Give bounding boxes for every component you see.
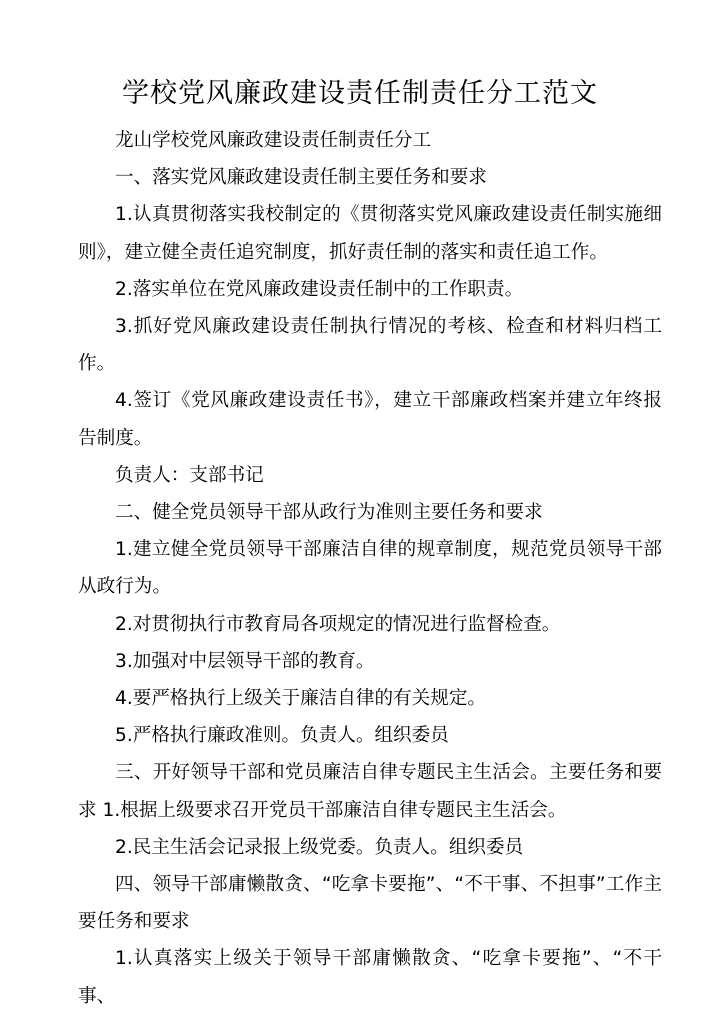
paragraph-section-1-item-4: 4.签订《党风廉政建设责任书》，建立干部廉政档案并建立年终报告制度。: [78, 390, 662, 449]
paragraph-section-1-item-2: 2.落实单位在党风廉政建设责任制中的工作职责。: [115, 278, 524, 300]
paragraph-section-4-heading: 四、领导干部庸懒散贪、“吃拿卡要拖”、“不干事、不担事”工作主要任务和要求: [78, 874, 662, 933]
paragraph-section-2-item-1: 1.建立健全党员领导干部廉洁自律的规章制度，规范党员领导干部从政行为。: [78, 539, 662, 598]
paragraph-section-2-heading: 二、健全党员领导干部从政行为准则主要任务和要求: [115, 502, 543, 524]
paragraph-section-2-item-4: 4.要严格执行上级关于廉洁自律的有关规定。: [115, 688, 487, 710]
paragraph-section-1-item-3: 3.抓好党风廉政建设责任制执行情况的考核、检查和材料归档工作。: [78, 316, 662, 375]
paragraph-section-2-item-2: 2.对贯彻执行市教育局各项规定的情况进行监督检查。: [115, 613, 561, 635]
paragraph-section-1-heading: 一、落实党风廉政建设责任制主要任务和要求: [115, 167, 487, 189]
paragraph-section-2-item-3: 3.加强对中层领导干部的教育。: [115, 650, 375, 672]
paragraph-section-3-heading: 三、开好领导干部和党员廉洁自律专题民主生活会。主要任务和要求 1.根据上级要求召开党员干部廉洁自律专题民主生活会。: [78, 762, 662, 821]
document-body: [78, 122, 662, 1015]
paragraph-section-1-owner: 负责人：支部书记: [115, 464, 264, 486]
paragraph-subtitle: 龙山学校党风廉政建设责任制责任分工: [115, 130, 432, 151]
document-title: 学校党风廉政建设责任制责任分工范文: [122, 78, 598, 109]
paragraph-section-2-item-5: 5.严格执行廉政准则。负责人。组织委员: [115, 725, 449, 747]
paragraph-section-4-item-1: 1.认真落实上级关于领导干部庸懒散贪、“吃拿卡要拖”、“不干事、: [78, 948, 662, 1007]
paragraph-section-3-item-2: 2.民主生活会记录报上级党委。负责人。组织委员: [115, 836, 524, 858]
paragraph-section-1-item-1: 1.认真贯彻落实我校制定的《贯彻落实党风廉政建设责任制实施细则》，建立健全责任追究制度，抓好责任制的落实和责任追工作。: [78, 204, 662, 263]
